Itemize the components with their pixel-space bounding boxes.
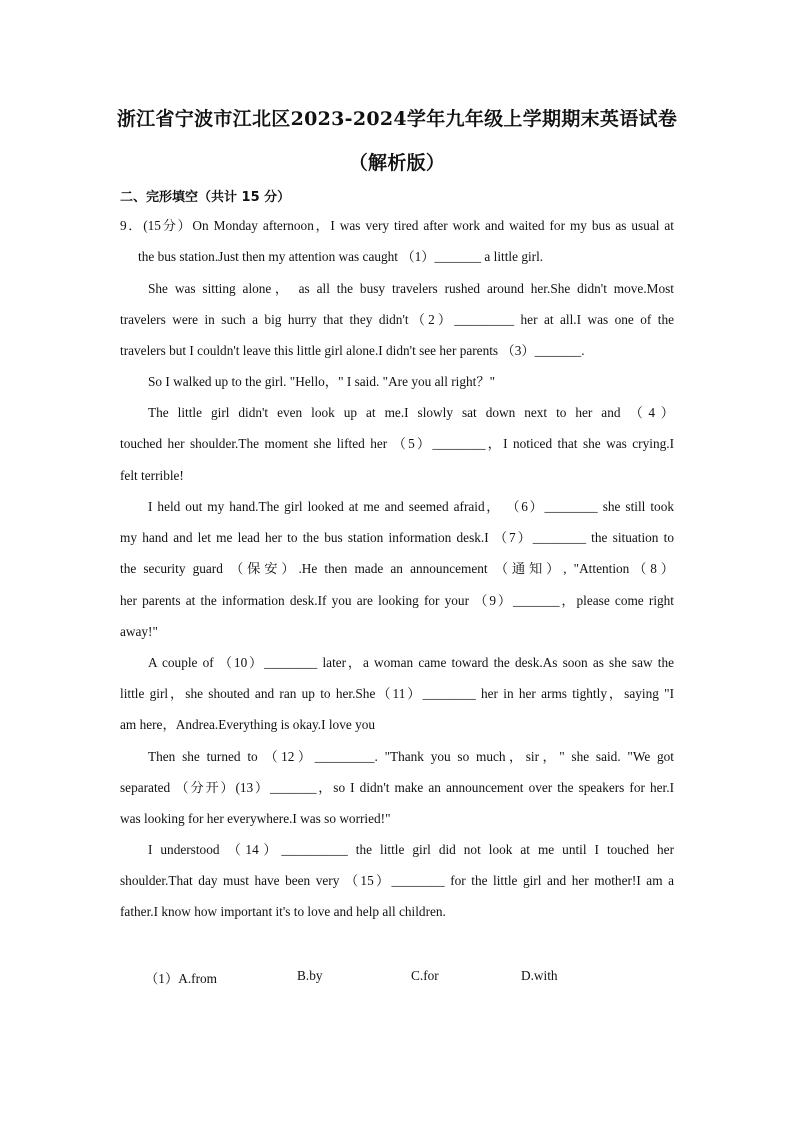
passage-line: So I walked up to the girl. "Hello，" I said. "Are you all right？": [148, 374, 496, 389]
passage-line: 9．(15分）On Monday afternoon，I was very tired after work and waited for my bus as usual at: [120, 218, 674, 233]
passage-line: away!": [120, 624, 158, 639]
passage-line: The little girl didn't even look up at me.I slowly sat down next to her and （4）: [148, 405, 674, 420]
passage-line: my hand and let me lead her to the bus station information desk.I （7）________ the situation to: [120, 530, 674, 545]
passage-line: little girl，she shouted and ran up to her.She（11）________ her in her arms tightly，saying "I: [120, 686, 674, 701]
passage-line: father.I know how important it's to love and help all children.: [120, 904, 446, 919]
passage-line: her parents at the information desk.If you are looking for your （9）_______，please come right: [120, 593, 674, 608]
passage-line: the bus station.Just then my attention was caught （1）_______ a little girl.: [138, 249, 544, 264]
document-title: 浙江省宁波市江北区2023-2024学年九年级上学期期末英语试卷: [116, 108, 678, 130]
passage-line: shoulder.That day must have been very （15）________ for the little girl and her mother!I am a: [120, 873, 674, 888]
passage-line: travelers but I couldn't leave this little girl alone.I didn't see her parents （3）_______.: [120, 343, 585, 358]
option-b: B.by: [297, 968, 323, 983]
passage-line: travelers were in such a big hurry that they didn't（2）_________ her at all.I was one of the: [120, 312, 674, 327]
section-heading: 二、完形填空（共计 15 分）: [120, 190, 291, 205]
passage-line: am here，Andrea.Everything is okay.I love you: [120, 717, 376, 732]
passage-line: I held out my hand.The girl looked at me and seemed afraid， （6）________ she still took: [148, 499, 674, 514]
option-a: （1）A.from: [145, 971, 218, 986]
option-c: C.for: [411, 968, 439, 983]
passage-line: felt terrible!: [120, 468, 184, 483]
passage-line: the security guard （保安）.He then made an announcement （通知）, "Attention（8）: [120, 561, 674, 576]
passage-line: Then she turned to （12）_________. "Thank you so much，sir，" she said. "We got: [148, 749, 674, 764]
passage-line: A couple of （10）________ later，a woman came toward the desk.As soon as she saw the: [148, 655, 674, 670]
passage-line: was looking for her everywhere.I was so worried!": [120, 811, 391, 826]
option-d: D.with: [521, 968, 558, 983]
passage-line: touched her shoulder.The moment she lifted her （5）________，I noticed that she was crying.I: [120, 436, 674, 451]
document-subtitle: （解析版）: [348, 152, 446, 174]
passage-line: separated （分开）(13）_______，so I didn't make an announcement over the speakers for her.I: [120, 780, 674, 795]
passage-line: She was sitting alone， as all the busy travelers rushed around her.She didn't move.Most: [148, 281, 674, 296]
passage-line: I understood （14）__________ the little girl did not look at me until I touched her: [148, 842, 674, 857]
